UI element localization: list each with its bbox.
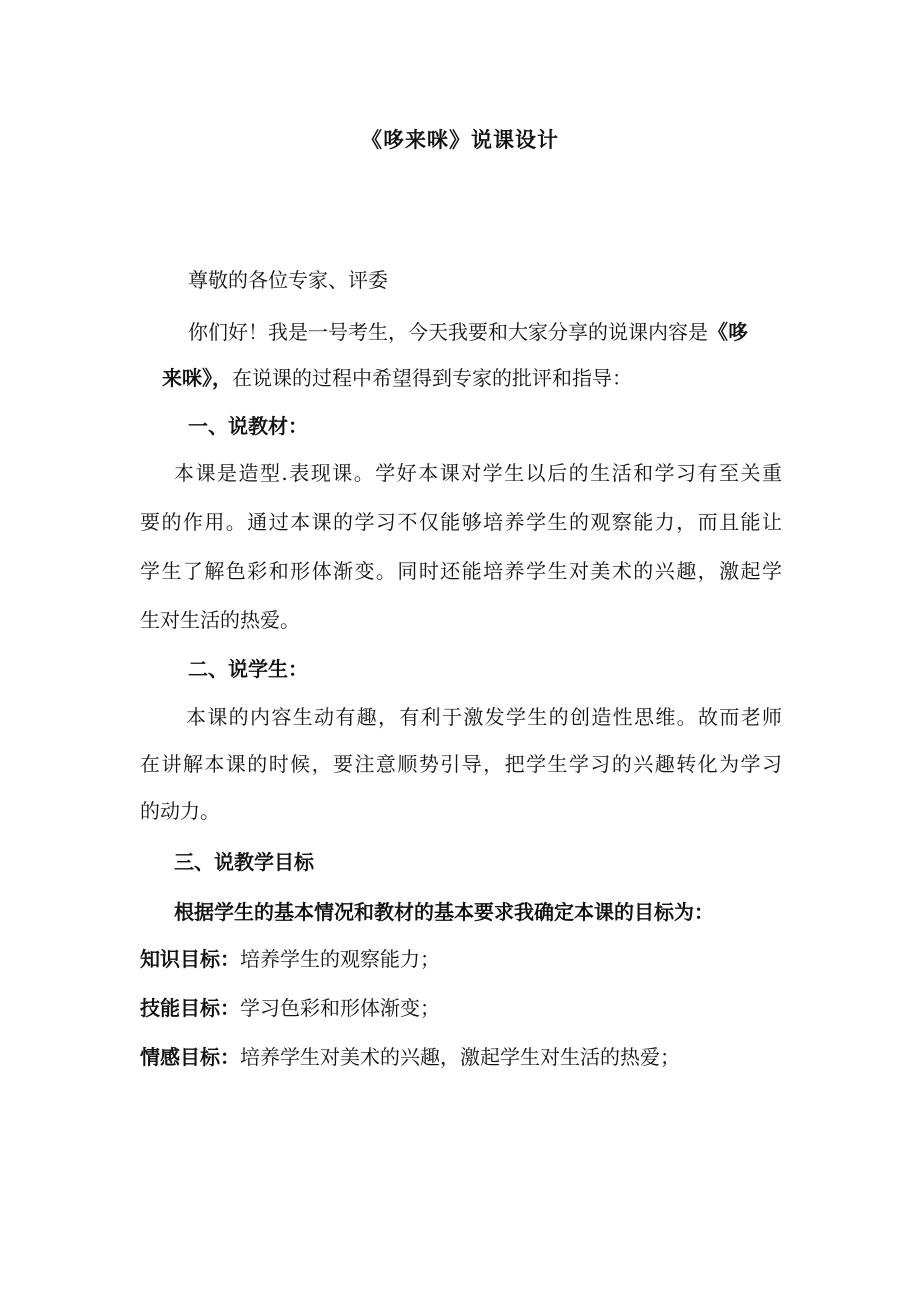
goal-text: 学习色彩和形体渐变； [240,996,440,1020]
section-heading-3: 三、说教学目标 [174,850,314,874]
section-heading-2: 二、说学生： [188,657,308,681]
goal-text: 培养学生对美术的兴趣，激起学生对生活的热爱； [240,1045,680,1069]
goals-lead: 根据学生的基本情况和教材的基本要求我确定本课的目标为： [174,900,714,924]
goal-label: 技能目标： [140,996,240,1020]
intro-line-1-title: 《哆 [708,320,748,344]
document-title: 《哆来咪》说课设计 [361,127,559,152]
section-1-line: 本课是造型.表现课。学好本课对学生以后的生活和学习有至关重 [174,461,782,485]
intro-line-2 [162,364,632,392]
goal-label: 情感目标： [140,1045,240,1069]
intro-line-1 [188,318,748,346]
section-heading-1: 一、说教材： [188,414,308,438]
goal-knowledge [140,945,440,973]
section-2-line: 的动力。 [140,799,220,823]
intro-line-1-text: 你们好！我是一号考生，今天我要和大家分享的说课内容是 [188,320,708,344]
goal-text: 培养学生的观察能力； [240,947,440,971]
goal-skill [140,994,440,1022]
section-2-line: 在讲解本课的时候，要注意顺势引导，把学生学习的兴趣转化为学习 [140,752,782,776]
intro-line-2-title: 来咪》， [162,366,232,390]
intro-line-2-text: 在说课的过程中希望得到专家的批评和指导： [232,366,632,390]
greeting: 尊敬的各位专家、评委 [188,268,388,292]
section-1-line: 生对生活的热爱。 [140,608,300,632]
section-2-line: 本课的内容生动有趣，有利于激发学生的创造性思维。故而老师 [186,705,782,729]
section-1-line: 要的作用。通过本课的学习不仅能够培养学生的观察能力，而且能让 [140,510,782,534]
goal-emotion [140,1043,680,1071]
section-1-line: 学生了解色彩和形体渐变。同时还能培养学生对美术的兴趣，激起学 [140,559,782,583]
goal-label: 知识目标： [140,947,240,971]
